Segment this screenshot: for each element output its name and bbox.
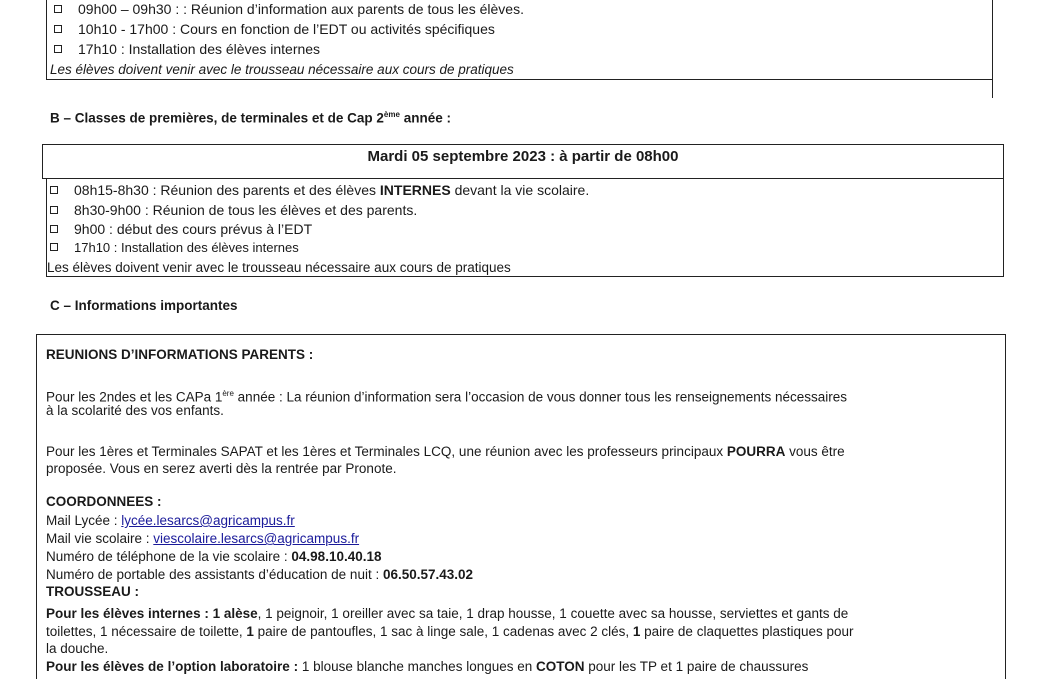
mail-lycee-line: Mail Lycée : lycée.lesarcs@agricampus.fr xyxy=(46,513,295,528)
section-b-date: Mardi 05 septembre 2023 : à partir de 08h00 xyxy=(367,148,679,165)
checkbox-icon xyxy=(54,45,62,53)
checkbox-icon xyxy=(50,225,58,233)
internes-line1: Pour les élèves internes : 1 alèse, 1 peignoir, 1 oreiller avec sa taie, 1 drap housse, 1 couette avec sa housse, serviettes et gants de xyxy=(46,606,849,621)
internes-line2: toilettes, 1 nécessaire de toilette, 1 paire de pantoufles, 1 sac à linge sale, 1 cadenas avec 2 clés, 1 paire de claquettes plastiques pour xyxy=(46,624,854,639)
list-item: 9h00 : début des cours prévus à l’EDT xyxy=(50,220,312,238)
section-b-note: Les élèves doivent venir avec le trousseau nécessaire aux cours de pratiques xyxy=(47,260,511,275)
mail-vs-line: Mail vie scolaire : viescolaire.lesarcs@agricampus.fr xyxy=(46,531,360,546)
section-c-heading: C – Informations importantes xyxy=(50,298,238,313)
internes-line3: la douche. xyxy=(46,641,109,656)
checkbox-icon xyxy=(54,25,62,33)
mail-lycee-link[interactable]: lycée.lesarcs@agricampus.fr xyxy=(121,513,295,528)
list-item: 10h10 - 17h00 : Cours en fonction de l’EDT ou activités spécifiques xyxy=(54,20,495,38)
tel-nuit-line: Numéro de portable des assistants d’éducation de nuit : 06.50.57.43.02 xyxy=(46,567,474,582)
list-item: 17h10 : Installation des élèves internes xyxy=(50,239,299,257)
list-item: 17h10 : Installation des élèves internes xyxy=(54,40,320,58)
section-a-list xyxy=(50,0,984,80)
para1-line1: Pour les 2ndes et les CAPa 1ère année : La réunion d’information sera l’occasion de vous donner tous les renseignements nécessaires xyxy=(46,389,848,405)
section-a-note: Les élèves doivent venir avec le trousseau nécessaire aux cours de pratiques xyxy=(50,62,514,77)
checkbox-icon xyxy=(50,206,58,214)
reunions-title: REUNIONS D’INFORMATIONS PARENTS : xyxy=(46,347,314,362)
labo-line: Pour les élèves de l’option laboratoire : 1 blouse blanche manches longues en COTON pour les TP et 1 paire de chaussures xyxy=(46,659,809,674)
section-b-heading: B – Classes de premières, de terminales et de Cap 2ème année : xyxy=(50,110,451,126)
coordonnees-title: COORDONNEES : xyxy=(46,494,162,509)
checkbox-icon xyxy=(50,186,58,194)
list-item: 8h30-9h00 : Réunion de tous les élèves et des parents. xyxy=(50,201,417,219)
mail-vie-scolaire-link[interactable]: viescolaire.lesarcs@agricampus.fr xyxy=(153,531,360,546)
list-item: 08h15-8h30 : Réunion des parents et des élèves INTERNES devant la vie scolaire. xyxy=(50,181,589,199)
list-item: 09h00 – 09h30 : : Réunion d’information aux parents de tous les élèves. xyxy=(54,0,524,18)
para2-line2: proposée. Vous en serez averti dès la rentrée par Pronote. xyxy=(46,461,397,476)
checkbox-icon xyxy=(50,243,58,251)
checkbox-icon xyxy=(54,5,62,13)
para2-line1: Pour les 1ères et Terminales SAPAT et les 1ères et Terminales LCQ, une réunion avec les professeurs principaux POURRA vous être xyxy=(46,444,845,459)
section-a-right-extension xyxy=(992,0,993,98)
trousseau-title: TROUSSEAU : xyxy=(46,584,140,599)
section-b-list xyxy=(47,181,990,277)
para1-line2: à la scolarité des vos enfants. xyxy=(46,403,224,418)
tel-vs-line: Numéro de téléphone de la vie scolaire : 04.98.10.40.18 xyxy=(46,549,382,564)
